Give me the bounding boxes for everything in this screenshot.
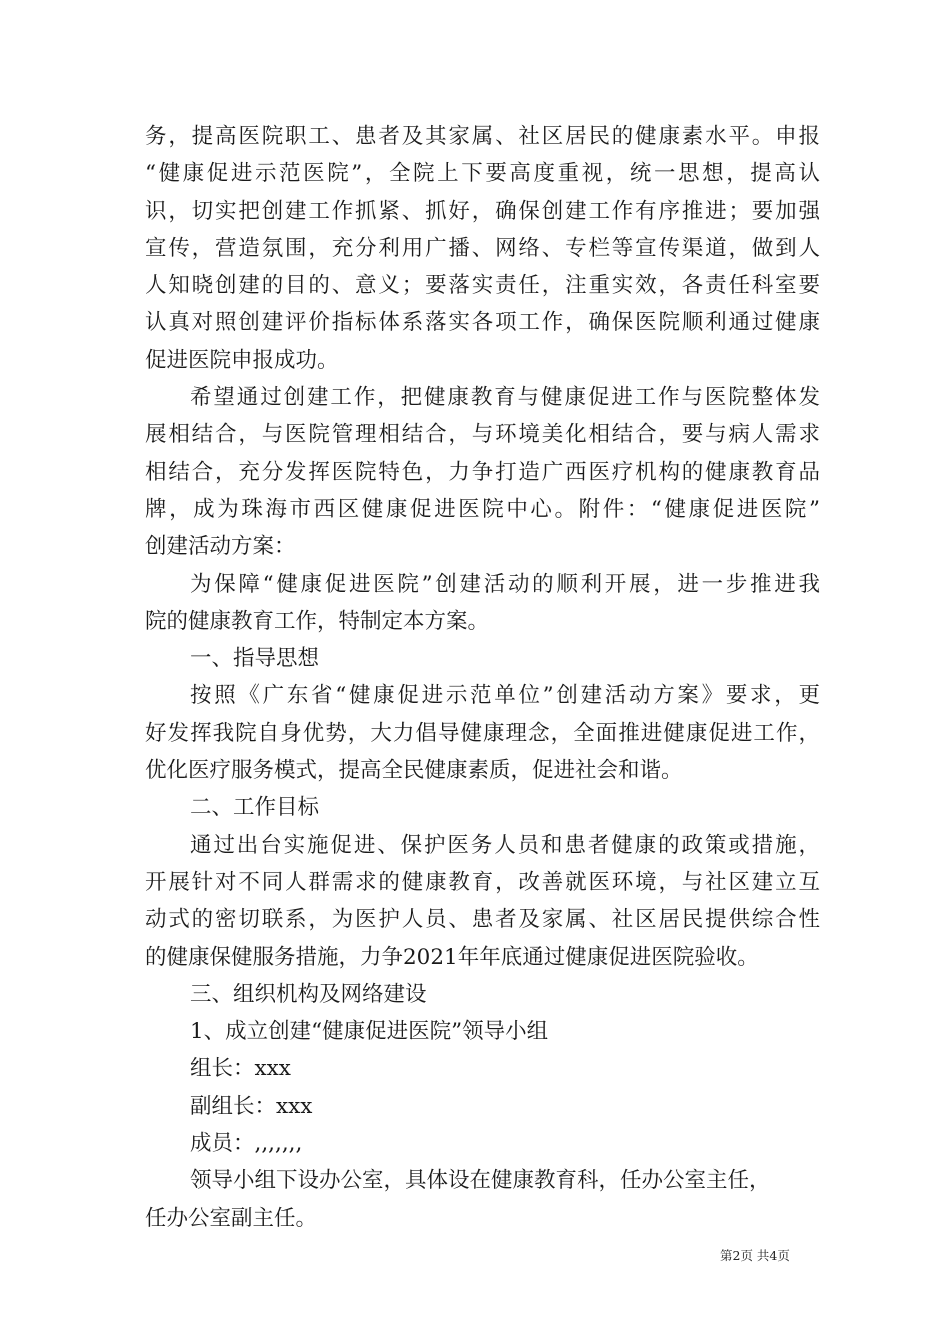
text-line: 识，切实把创建工作抓紧、抓好，确保创建工作有序推进；要加强 — [145, 198, 820, 224]
text-line: 二、工作目标 — [190, 795, 320, 821]
text-line: 三、组织机构及网络建设 — [190, 981, 427, 1007]
text-line: 任办公室副主任。 — [145, 1205, 318, 1231]
text-line: 的健康保健服务措施，力争2021年年底通过健康促进医院验收。 — [145, 944, 759, 970]
text-line: 动式的密切联系，为医护人员、患者及家属、社区居民提供综合性 — [145, 907, 820, 933]
text-line: 为保障“健康促进医院”创建活动的顺利开展，进一步推进我 — [190, 571, 820, 597]
text-line: 认真对照创建评价指标体系落实各项工作，确保医院顺利通过健康 — [145, 310, 820, 336]
text-line: 好发挥我院自身优势，大力倡导健康理念，全面推进健康促进工作， — [145, 720, 820, 746]
document-body — [145, 118, 820, 1237]
text-line: 创建活动方案： — [145, 534, 296, 560]
text-line: 院的健康教育工作，特制定本方案。 — [145, 608, 490, 634]
text-line: 领导小组下设办公室，具体设在健康教育科，任办公室主任， — [190, 1168, 771, 1194]
text-line: 宣传，营造氛围，充分利用广播、网络、专栏等宣传渠道，做到人 — [145, 235, 820, 261]
text-line: 成员：,,,,,,, — [190, 1131, 303, 1157]
text-line: 副组长：xxx — [190, 1093, 313, 1119]
text-line: 组长：xxx — [190, 1056, 291, 1082]
text-line: 希望通过创建工作，把健康教育与健康促进工作与医院整体发 — [190, 385, 820, 411]
page-number: 第2页 共4页 — [720, 1248, 790, 1263]
text-line: 按照《广东省“健康促进示范单位”创建活动方案》要求，更 — [190, 683, 820, 709]
text-line: 通过出台实施促进、保护医务人员和患者健康的政策或措施， — [190, 832, 820, 858]
text-line: 展相结合，与医院管理相结合，与环境美化相结合，要与病人需求 — [145, 422, 820, 448]
text-line: 促进医院申报成功。 — [145, 347, 339, 373]
text-line: 务，提高医院职工、患者及其家属、社区居民的健康素水平。申报 — [145, 124, 820, 149]
text-line: 优化医疗服务模式，提高全民健康素质，促进社会和谐。 — [145, 758, 683, 784]
text-line: 开展针对不同人群需求的健康教育，改善就医环境，与社区建立互 — [145, 869, 820, 895]
text-line: 1、成立创建“健康促进医院”领导小组 — [190, 1019, 549, 1045]
text-line: 牌，成为珠海市西区健康促进医院中心。附件：“健康促进医院” — [145, 496, 820, 522]
text-line: 人知晓创建的目的、意义；要落实责任，注重实效，各责任科室要 — [145, 273, 820, 299]
text-line: “健康促进示范医院”，全院上下要高度重视，统一思想，提高认 — [145, 161, 820, 187]
text-line: 相结合，充分发挥医院特色，力争打造广西医疗机构的健康教育品 — [145, 459, 820, 485]
text-line: 一、指导思想 — [190, 646, 320, 672]
